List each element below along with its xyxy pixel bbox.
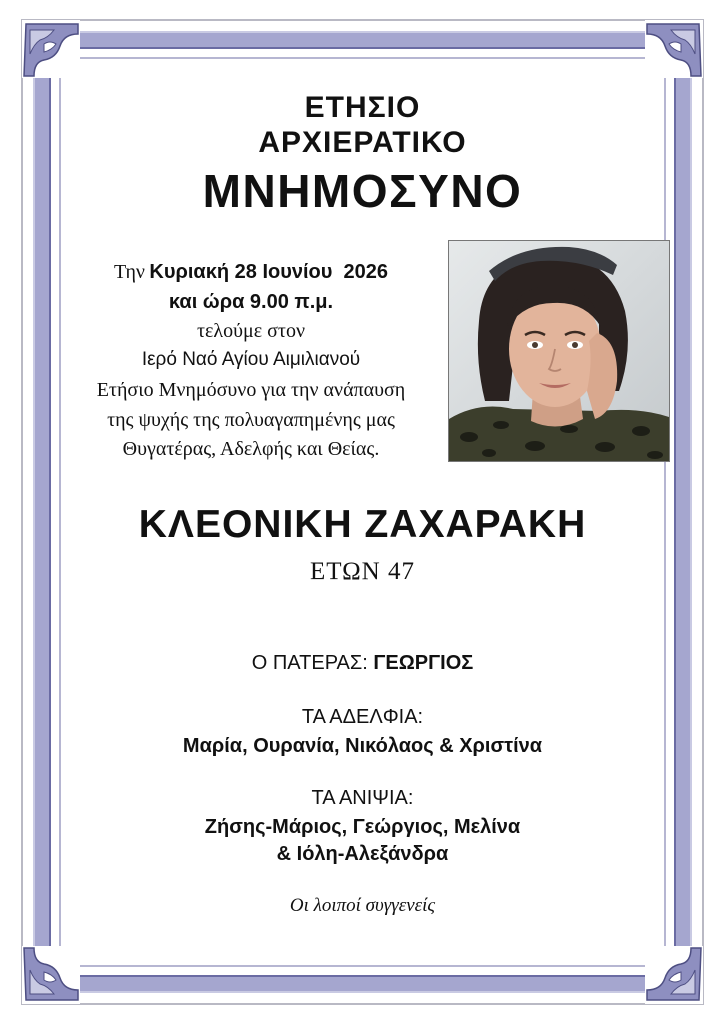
invitation-verb: τελούμε στον (196, 320, 306, 342)
invitation-date-line (50, 257, 452, 289)
siblings-names: Μαρία, Ουρανία, Νικόλαος & Χριστίνα (182, 735, 543, 757)
deceased-name: ΚΛΕΟΝΙΚΗ ΖΑΧΑΡΑΚΗ (138, 503, 587, 546)
invitation-time: και ώρα 9.00 π.μ. (168, 291, 334, 313)
invitation-text-1: Ετήσιο Μνημόσυνο για την ανάπαυση (96, 379, 406, 401)
invitation-text-3: Θυγατέρας, Αδελφής και Θείας. (122, 438, 380, 460)
other-relatives: Οι λοιποί συγγενείς (289, 895, 436, 916)
title-line-2: ΑΡΧΙΕΡΑΤΙΚΟ (258, 126, 467, 159)
invitation-prefix: Την (113, 261, 145, 283)
nephews-names-line-2: & Ιόλη-Αλεξάνδρα (276, 843, 449, 865)
deceased-age: ΕΤΩΝ 47 (310, 558, 415, 585)
title-line-3: ΜΝΗΜΟΣΥΝΟ (202, 165, 523, 217)
invitation-date: Κυριακή 28 Ιουνίου 2026 (149, 261, 389, 283)
father-label: Ο ΠΑΤΕΡΑΣ: (251, 652, 368, 674)
invitation-church: Ιερό Ναό Αγίου Αιμιλιανού (141, 349, 361, 370)
father-line (0, 652, 725, 675)
portrait-illustration (449, 241, 669, 461)
siblings-label: ΤΑ ΑΔΕΛΦΙΑ: (301, 706, 424, 728)
father-name: ΓΕΩΡΓΙΟΣ (373, 652, 474, 674)
nephews-label: ΤΑ ΑΝΙΨΙΑ: (311, 787, 414, 809)
deceased-portrait-photo (448, 240, 670, 462)
nephews-names-line-1: Ζήσης-Μάριος, Γεώργιος, Μελίνα (204, 816, 521, 838)
title-line-1: ΕΤΗΣΙΟ (304, 91, 421, 124)
invitation-text-2: της ψυχής της πολυαγαπημένης μας (107, 409, 395, 431)
